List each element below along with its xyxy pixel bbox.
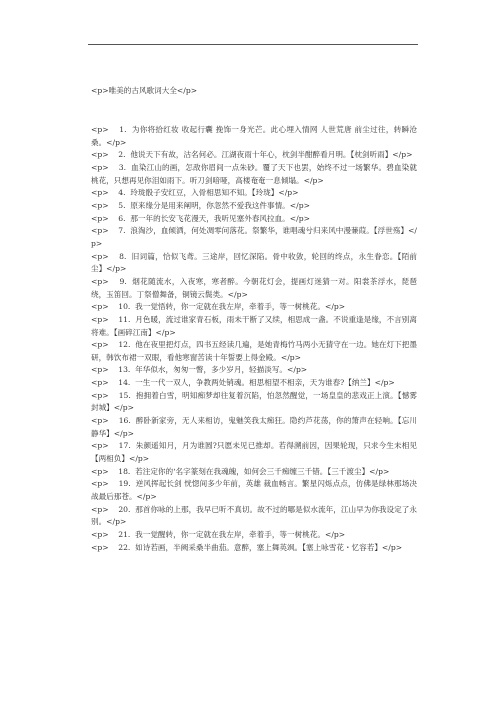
lyric-paragraph: <p> 10. 我一觉悟转，你一定就在我左岸，牵着手，等一树桃花。</p> bbox=[91, 302, 346, 312]
lyric-paragraph: <p> 6. 那一年的长安飞花漫天，我听见塞外春风拉血。</p> bbox=[91, 213, 310, 223]
lyric-paragraph: <p> 17. 朱颜遥知月，月为谁圆?只愿未见已推却。若得溯前因，因果轮现，只求今生未相见【两相负】</p> bbox=[91, 441, 417, 464]
lyric-paragraph: <p> 1. 为你将拾红妆 收起行囊 挽饰一身光芒。此心埋入情网 人世荒唐 前尘过往，转瞬沧桑。</p> bbox=[91, 125, 417, 147]
lyric-paragraph: <p> 14. 一生一代一双人，争教两处销魂。相思相望不相亲，天为谁春?【纳兰】</p> bbox=[91, 378, 395, 388]
lyric-paragraph: <p> 9. 烟花随流水，入夜寒，寒者醉。今朝花灯会，提画灯迷猜一对。阳裳茶浮水，琵琶绕，玉笛回。丁祭僧舞备，铜镜云鬓类。</p> bbox=[91, 276, 417, 299]
lyric-paragraph: <p> 13. 年华似水，匆匆一瞥，多少岁月，轻描淡写。</p> bbox=[91, 365, 308, 375]
lyric-paragraph: <p> 15. 抱拥着白雪，明知痴梦却往复着沉陷，怕忽然醒觉，一场皇皇的悲戏正上演。【憾雾封城】</p> bbox=[91, 390, 417, 413]
document-title: <p>唯美的古风歌词大全</p> bbox=[91, 86, 198, 95]
lyric-paragraph: <p> 2. 他说天下有故，沽名何必。江湖夜雨十年心，枕剑半酣醉看月明。【枕剑听雨】</p> bbox=[91, 150, 413, 160]
lyric-paragraph: <p> 3. 血染江山的画，怎敌你眉间一点朱砂。覆了天下也罢，始终不过一场繁华。碧血染就桃花，只想再见你泪如雨下。听刀剑喑哑，高楼奄奄一息倾塌。</p> bbox=[91, 162, 417, 185]
lyric-paragraph: <p> 20. 那首你咏的上那，我早已听不真切。故不过的哪是似水流年，江山早为你我设定了永别。</p> bbox=[91, 504, 417, 527]
lyric-paragraph: <p> 16. 醉卧新家旁，无人来相访，鬼魅笑我太痴狂。隐约芦花荡，你的箫声在轻响。【忘川静华】</p> bbox=[91, 416, 417, 438]
lyric-paragraph: <p> 5. 原来缘分是用来阐明，你忽然不爱我这件事情。</p> bbox=[91, 200, 310, 210]
lyric-paragraph: <p> 8. 旧词篇，恰似飞鸢。三途岸，回忆深陷。骨中收敛，轮回的终点，永生眷恋。【陌前尘】</p> bbox=[91, 251, 417, 274]
lyric-paragraph: <p> 18. 若注定你的‘名字篆刻在我魂魄，如何会三千痴缠三千错。【三千渡尘】</p> bbox=[91, 466, 390, 476]
lyric-paragraph: <p> 11. 月色暖，流过谁家青石板，雨未干断了又续，相思成一盏。不说重逢是缘，不言别离将难。【画碎江南】</p> bbox=[91, 314, 417, 337]
lyrics-list bbox=[91, 124, 417, 554]
lyric-paragraph: <p> 22. 如诗若画，半阙采桑半曲茄。意醉，塞上舞英飒。【塞上咏雪花・忆容若】</p> bbox=[91, 542, 403, 552]
lyric-paragraph: <p> 7. 浪淘沙，血倾洒，何处凋零问落花。祭繁华，谁唱魂兮归来风中漫蒹葭。【浮世殇】</p> bbox=[91, 226, 417, 248]
header-rule bbox=[88, 44, 418, 45]
lyric-paragraph: <p> 4. 玲珑骰子安红豆，入骨相思知不知。【玲珑】</p> bbox=[91, 188, 299, 198]
lyric-paragraph: <p> 21. 我一觉醒转，你一定就在我左岸，牵着手，等一树桃花。</p> bbox=[91, 530, 346, 539]
lyric-paragraph: <p> 12. 他在夜里把灯点，四书五经读几遍，是她青梅竹马两小无猜守在一边。她在灯下把墨研，韩饮布裙一双眼，看他寒窗苦读十年誓要上得金殿。</p> bbox=[91, 340, 417, 362]
lyric-paragraph: <p> 19. 逆风挥起长剑 恍惚间多少年前，英雄 裁血畅言。繁星闪烁点点，仿佛是绿林那场决战最后那苍。</p> bbox=[91, 479, 417, 502]
